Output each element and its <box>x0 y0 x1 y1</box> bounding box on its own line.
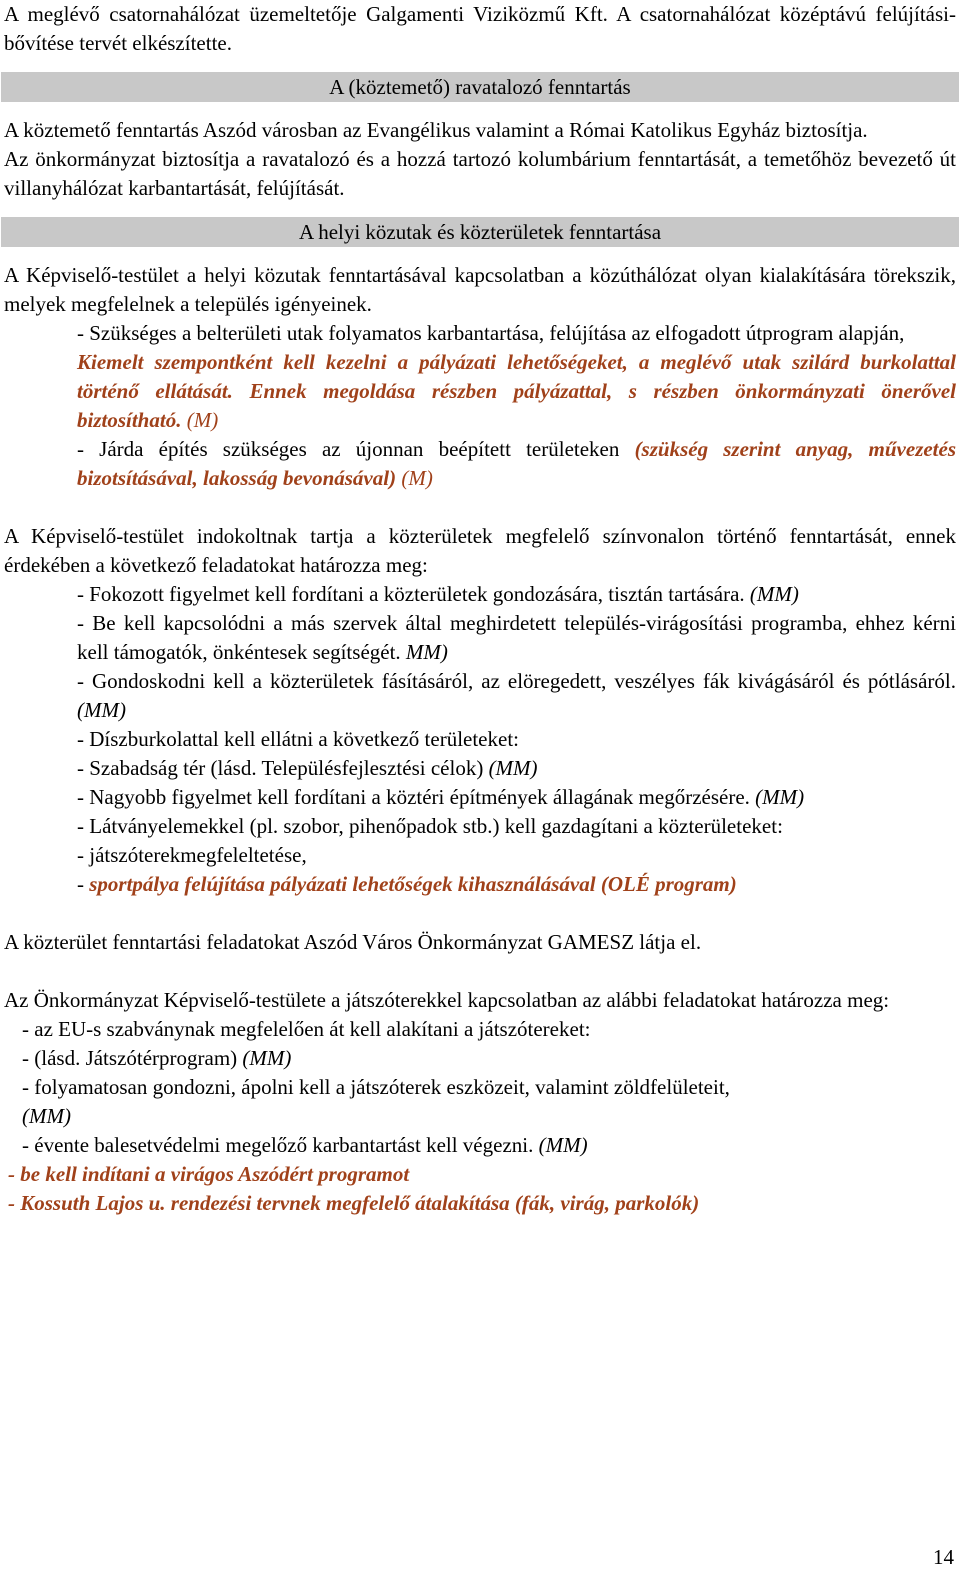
cemetery-paragraph-2: Az önkormányzat biztosítja a ravatalozó és a hozzá tartozó kolumbárium fenntartását, a temetőhöz bevezető út villanyhálózat karbantartását, felújítását. <box>4 147 956 200</box>
item-text: - játszóterekmegfeleltetése, <box>77 843 307 867</box>
roads-item-2-tag: (M) <box>401 466 433 490</box>
public-areas-item-highlight <box>77 870 956 899</box>
roads-item-1-highlight <box>77 348 956 435</box>
item-text: - Be kell kapcsolódni a más szervek által meghirdetett település-virágosítási programba, ehhez kérni kell támogatók, önkéntesek segítségét. <box>77 611 956 664</box>
playground-highlight-1: - be kell indítani a virágos Aszódért programot <box>8 1162 410 1186</box>
roads-list <box>4 319 956 493</box>
item-tag: (MM) <box>22 1104 71 1128</box>
item-tag: (MM) <box>755 785 805 809</box>
cemetery-paragraph-1: A köztemető fenntartás Aszód városban az Evangélikus valamint a Római Katolikus Egyház biztosítja. <box>4 118 868 142</box>
public-areas-item <box>77 783 956 812</box>
item-text: - az EU-s szabványnak megfelelően át kell alakítani a játszótereket: <box>22 1017 591 1041</box>
playground-list <box>4 1015 956 1160</box>
playground-highlights <box>4 1160 956 1218</box>
item-tag: (MM) <box>538 1133 588 1157</box>
item-tag: (MM) <box>77 698 126 722</box>
item-text: - folyamatosan gondozni, ápolni kell a játszóterek eszközeit, valamint zöldfelületeit, <box>22 1075 730 1099</box>
item-text: - (lásd. Játszótérprogram) <box>22 1046 238 1070</box>
document-page <box>4 0 956 1218</box>
item-text: - Szabadság tér (lásd. Településfejlesztési célok) <box>77 756 484 780</box>
item-highlight-text: sportpálya felújítása pályázati lehetőségek kihasználásával (OLÉ program) <box>89 872 737 896</box>
playground-item <box>22 1131 956 1160</box>
playground-item <box>22 1073 956 1131</box>
item-text: - Látványelemekkel (pl. szobor, pihenőpadok stb.) kell gazdagítani a közterületeket: <box>77 814 783 838</box>
public-areas-paragraph: A Képviselő-testület indokoltnak tartja a közterületek megfelelő színvonalon történő fenntartását, ennek érdekében a következő feladatokat határozza meg: <box>4 524 956 577</box>
roads-paragraph: A Képviselő-testület a helyi közutak fenntartásával kapcsolatban a közúthálózat olyan kialakítására törekszik, melyek megfelelnek a település igényeinek. <box>4 263 956 316</box>
item-text: - Nagyobb figyelmet kell fordítani a köztéri építmények állagának megőrzésére. <box>77 785 750 809</box>
playground-paragraph: Az Önkormányzat Képviselő-testülete a játszóterekkel kapcsolatban az alábbi feladatokat határozza meg: <box>4 988 890 1012</box>
item-tag: (MM) <box>749 582 799 606</box>
public-areas-item <box>77 725 956 754</box>
item-text: - Fokozott figyelmet kell fordítani a közterületek gondozására, tisztán tartására. <box>77 582 745 606</box>
public-areas-item <box>77 580 956 609</box>
roads-item-1: - Szükséges a belterületi utak folyamatos karbantartása, felújítása az elfogadott útprogram alapján, <box>77 321 905 345</box>
playground-item <box>22 1044 956 1073</box>
item-tag: (MM) <box>242 1046 292 1070</box>
item-tag: MM) <box>405 640 448 664</box>
item-text: - Gondoskodni kell a közterületek fásításáról, az elöregedett, veszélyes fák kivágásáról és pótlásáról. <box>77 669 956 693</box>
roads-item-1-tag: (M) <box>186 408 219 432</box>
item-text: - évente balesetvédelmi megelőző karbantartást kell végezni. <box>22 1133 534 1157</box>
public-areas-item <box>77 754 956 783</box>
public-areas-item <box>77 812 956 841</box>
intro-paragraph: A meglévő csatornahálózat üzemeltetője Galgamenti Viziközmű Kft. A csatornahálózat középtávú felújítási-bővítése tervét elkészítette. <box>4 2 956 55</box>
playground-highlight-2: - Kossuth Lajos u. rendezési tervnek megfelelő átalakítása (fák, virág, parkolók) <box>8 1191 700 1215</box>
roads-item-2-text: - Járda építés szükséges az újonnan beépített területeken <box>77 437 620 461</box>
item-prefix: - <box>77 872 90 896</box>
roads-item-2-highlight: (szükség szerint anyag, művezetés bizotsításával, lakosság bevonásával) <box>77 437 957 490</box>
item-text: - Díszburkolattal kell ellátni a következő területeket: <box>77 727 519 751</box>
public-areas-list <box>4 580 956 899</box>
public-areas-item <box>77 841 956 870</box>
public-areas-item <box>77 667 956 725</box>
roads-item-1-highlight-text: Kiemelt szempontként kell kezelni a pályázati lehetőségeket, a meglévő utak szilárd burkolattal történő ellátását. Ennek megoldása részben pályázattal, s részben önkormányzati önerővel biztosítható. <box>77 350 956 432</box>
public-areas-item <box>77 609 956 667</box>
playground-item <box>22 1015 956 1044</box>
item-tag: (MM) <box>488 756 538 780</box>
roads-item-2 <box>77 435 956 493</box>
section-heading-roads: A helyi közutak és közterületek fenntartása <box>1 217 959 247</box>
page-number: 14 <box>933 1545 954 1569</box>
gamesz-paragraph: A közterület fenntartási feladatokat Aszód Város Önkormányzat GAMESZ látja el. <box>4 930 702 954</box>
section-heading-cemetery: A (köztemető) ravatalozó fenntartás <box>1 72 959 102</box>
